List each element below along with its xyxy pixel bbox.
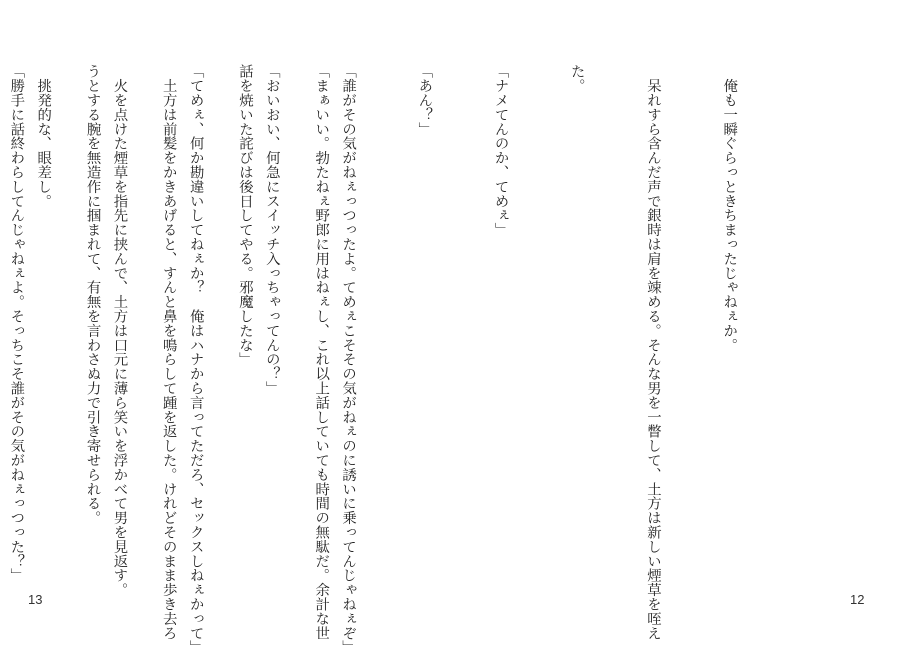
text-line: 呆れすら含んだ声で銀時は肩を竦める。そんな男を一瞥して、土方は新しい煙草を咥え [644,64,661,640]
text-line: 火を点けた煙草を指先に挟んで、土方は口元に薄ら笑いを浮かべて男を見返す。 [111,64,128,597]
text-line: 挑発的な、眼差し。 [35,64,52,208]
text-line: 「まぁいい。勃たねぇ野郎に用はねぇし、これ以上話していても時間の無駄だ。余計な世 [313,64,330,640]
text-line: 「ナメてんのか、てめぇ」 [492,64,509,237]
text-line: うとする腕を無造作に掴まれて、有無を言わさぬ力で引き寄せられる。 [84,64,101,525]
text-line: 「誰がその気がねぇっつったよ。てめぇこそその気がねぇのに誘いに乗ってんじゃねぇぞ」 [340,64,357,654]
text-line: た。 [568,64,585,93]
text-line: 「おいおい、何急にスイッチ入っちゃってんの？」 [263,64,280,396]
page-number: 13 [28,592,43,607]
text-line: 土方は前髪をかきあげると、すんと鼻を鳴らして踵を返した。けれどそのまま歩き去ろ [160,64,177,640]
text-line: 俺も一瞬ぐらっときちまったじゃねぇか。 [721,64,738,352]
text-line: 「勝手に話終わらしてんじゃねぇよ。そっちこそ誰がその気がねぇっつった？」 [8,64,25,583]
text-line: 話を焼いた詫びは後日してやる。邪魔したな」 [236,64,253,367]
text-line: 「てめぇ、何か勘違いしてねぇか？ 俺はハナから言ってただろ、セックスしねぇかって」 [187,64,204,654]
text-line: 「あん？」 [416,64,433,136]
page-number: 12 [850,592,865,607]
